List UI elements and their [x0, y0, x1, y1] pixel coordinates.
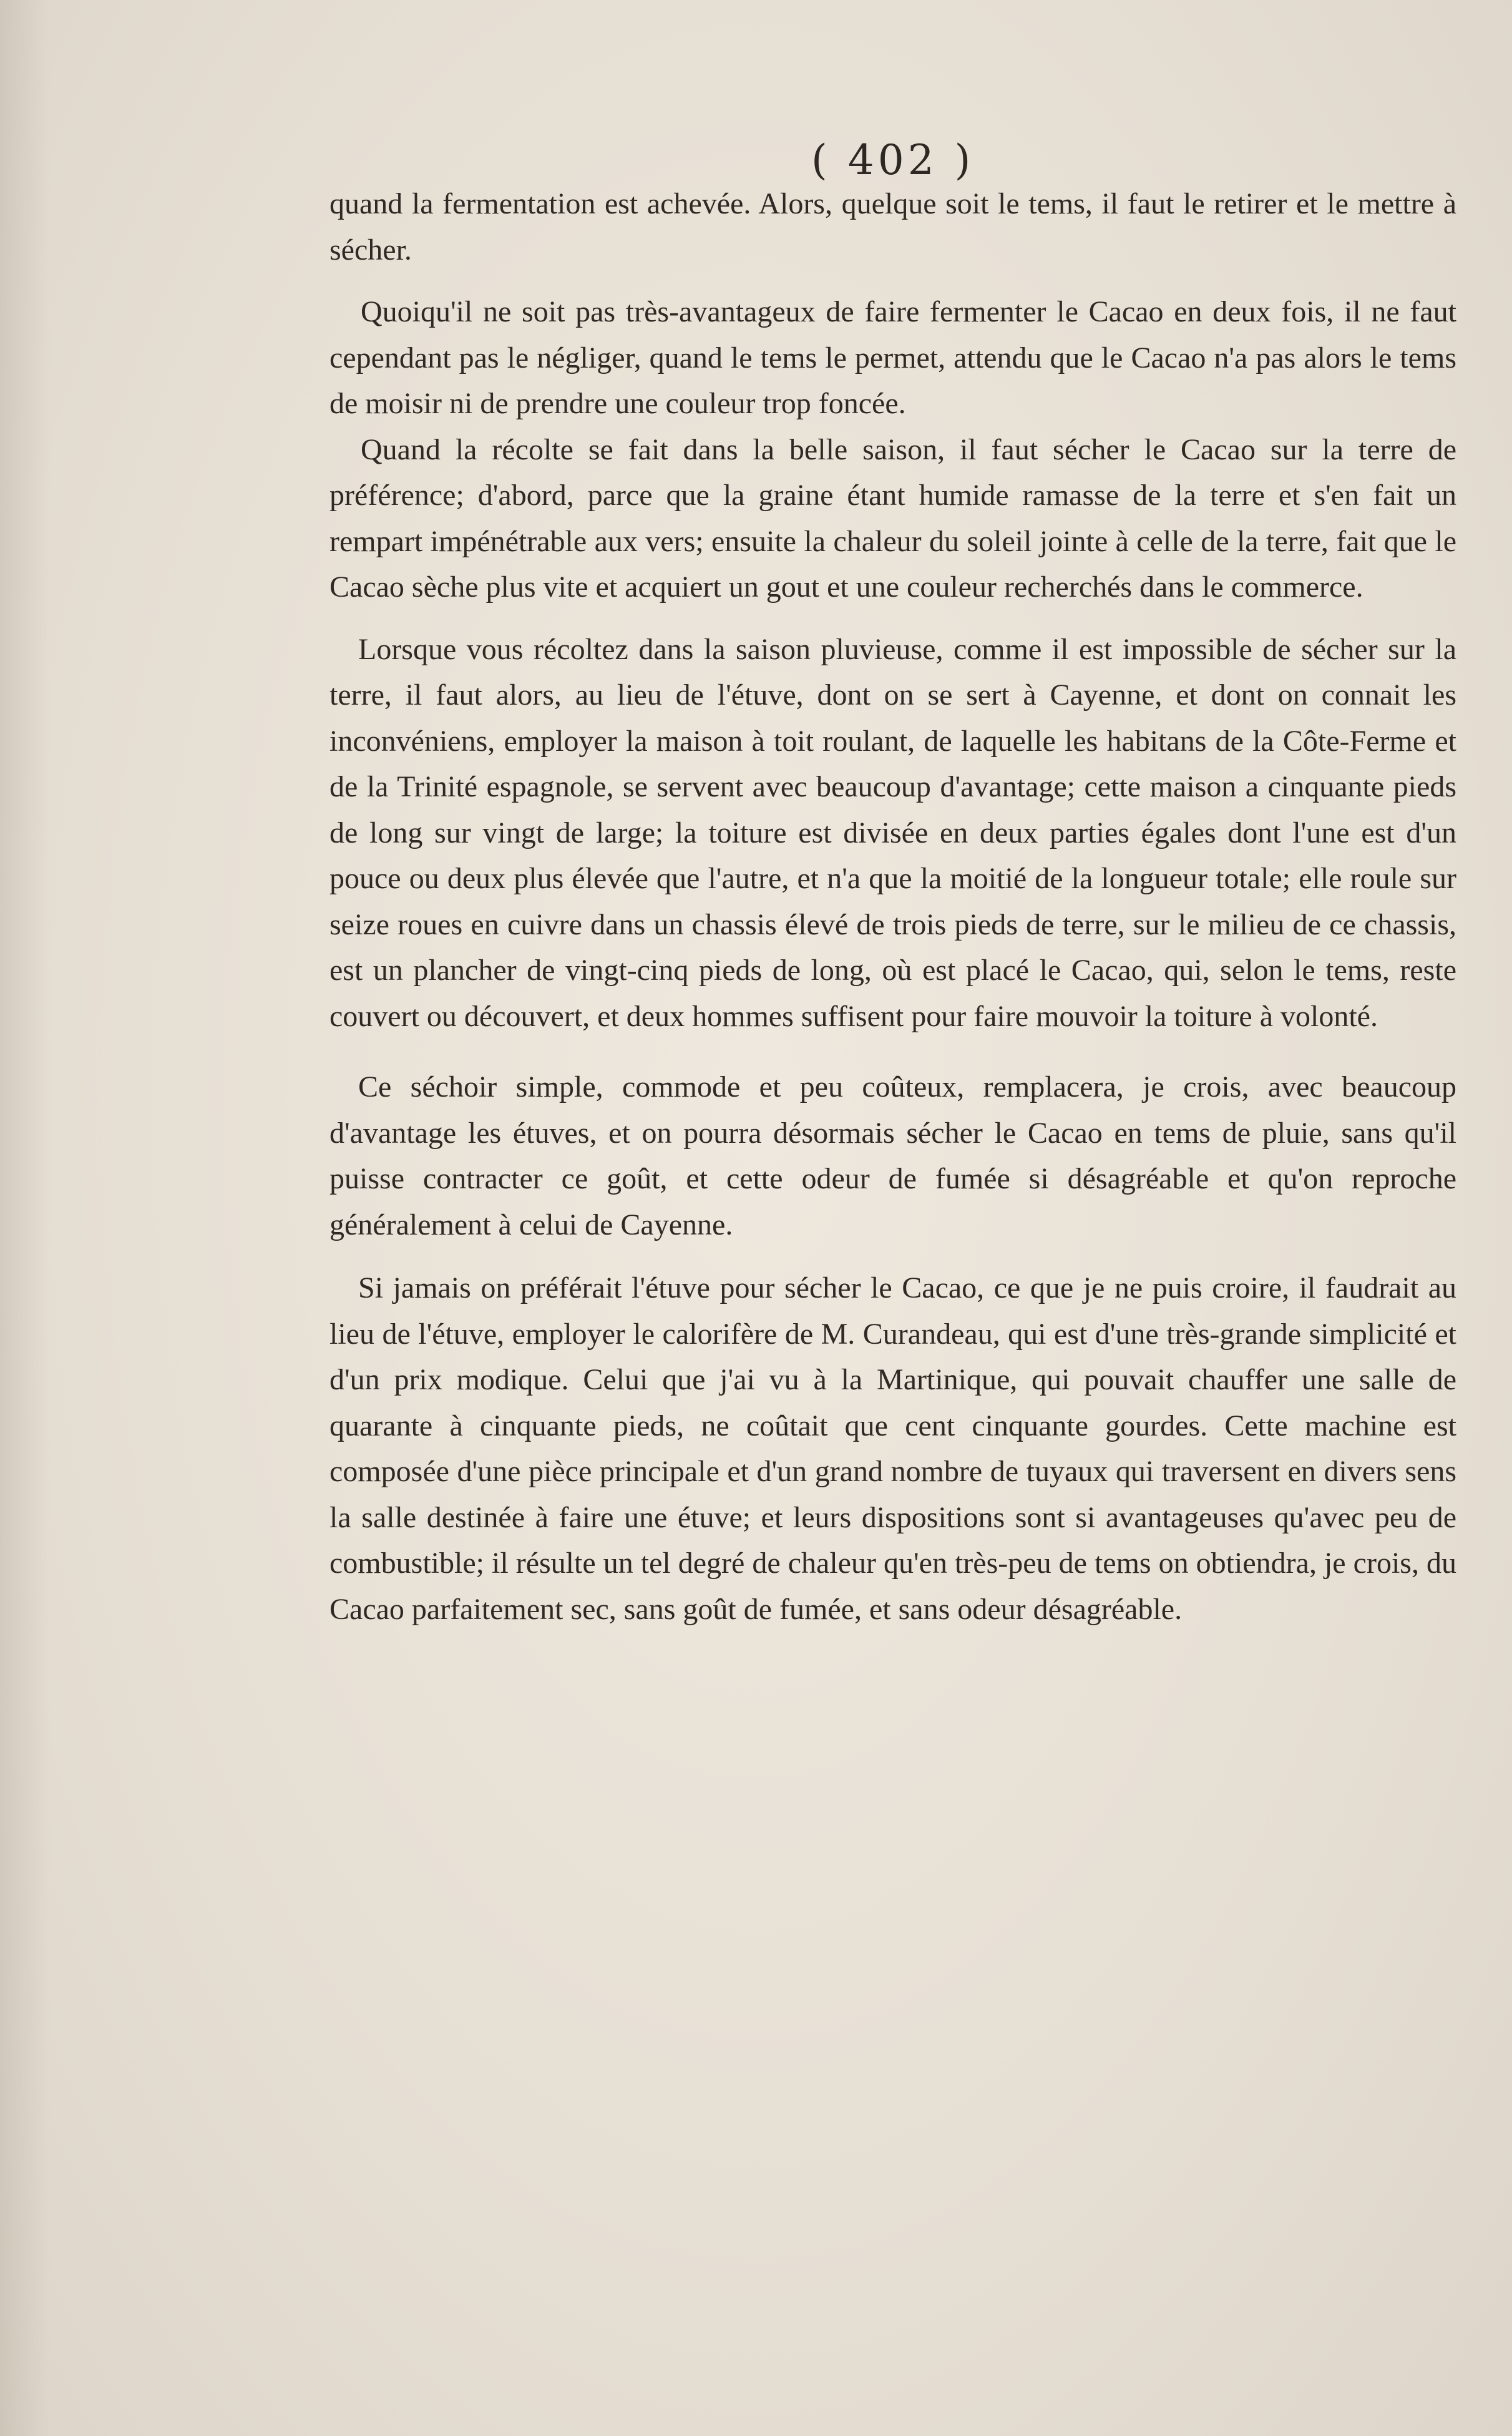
page-number: ( 402 ) — [811, 136, 975, 184]
page-edge-shadow — [0, 0, 50, 2436]
paragraph-rolling-roof-house: Lorsque vous récoltez dans la saison pluvieuse, comme il est impossible de sécher sur la terre, il faut alors, au lieu de l'étuve, dont on se sert à Cayenne, et dont on connait les inconvéniens, employer la maison à toit roulant, de laquelle les habitans de la Côte-Ferme et de la Trinité espagnole, se servent avec beaucoup d'avantage; cette maison a cinquante pieds de long sur vingt de large; la toiture est divisée en deux parties égales dont l'une est d'un pouce ou deux plus élevée que l'autre, et n'a que la moitié de la longueur totale; elle roule sur seize roues en cuivre dans un chassis élevé de trois pieds de terre, sur le milieu de ce chassis, est un plancher de vingt-cinq pieds de long, où est placé le Cacao, qui, selon le tems, reste couvert ou découvert, et deux hommes suffisent pour faire mouvoir la toiture à volonté. — [329, 632, 1456, 1033]
paragraph-continuation: quand la fermentation est achevée. Alors, quelque soit le tems, il faut le retirer et le mettre à sécher. — [329, 187, 1456, 267]
paragraph-drying-on-earth: Quand la récolte se fait dans la belle saison, il faut sécher le Cacao sur la terre de préférence; d'abord, parce que la graine étant humide ramasse de la terre et s'en fait un rempart impénétrable aux vers; ensuite la chaleur du soleil jointe à celle de la terre, fait que le Cacao sèche plus vite et acquiert un gout et une couleur recherchés dans le commerce. — [329, 433, 1456, 604]
body-text — [329, 181, 1456, 1632]
paragraph-calorifere: Si jamais on préférait l'étuve pour sécher le Cacao, ce que je ne puis croire, il faudrait au lieu de l'étuve, employer le calorifère de M. Curandeau, qui est d'une très-grande simplicité et d'un prix modique. Celui que j'ai vu à la Martinique, qui pouvait chauffer une salle de quarante à cinquante pieds, ne coûtait que cent cinquante gourdes. Cette machine est composée d'une pièce principale et d'un grand nombre de tuyaux qui traversent en divers sens la salle destinée à faire une étuve; et leurs dispositions sont si avantageuses qu'avec peu de combustible; il résulte un tel degré de chaleur qu'en très-peu de tems on obtiendra, je crois, du Cacao parfaitement sec, sans goût de fumée, et sans odeur désagréable. — [329, 1271, 1456, 1626]
paragraph-dryer-advantages: Ce séchoir simple, commode et peu coûteux, remplacera, je crois, avec beaucoup d'avantage les étuves, et on pourra désormais sécher le Cacao en tems de pluie, sans qu'il puisse contracter ce goût, et cette odeur de fumée si désagréable et qu'on reproche généralement à celui de Cayenne. — [329, 1070, 1456, 1241]
paragraph-fermentation: Quoiqu'il ne soit pas très-avantageux de faire fermenter le Cacao en deux fois, il ne faut cependant pas le négliger, quand le tems le permet, attendu que le Cacao n'a pas alors le tems de moisir ni de prendre une couleur trop foncée. — [329, 295, 1456, 420]
